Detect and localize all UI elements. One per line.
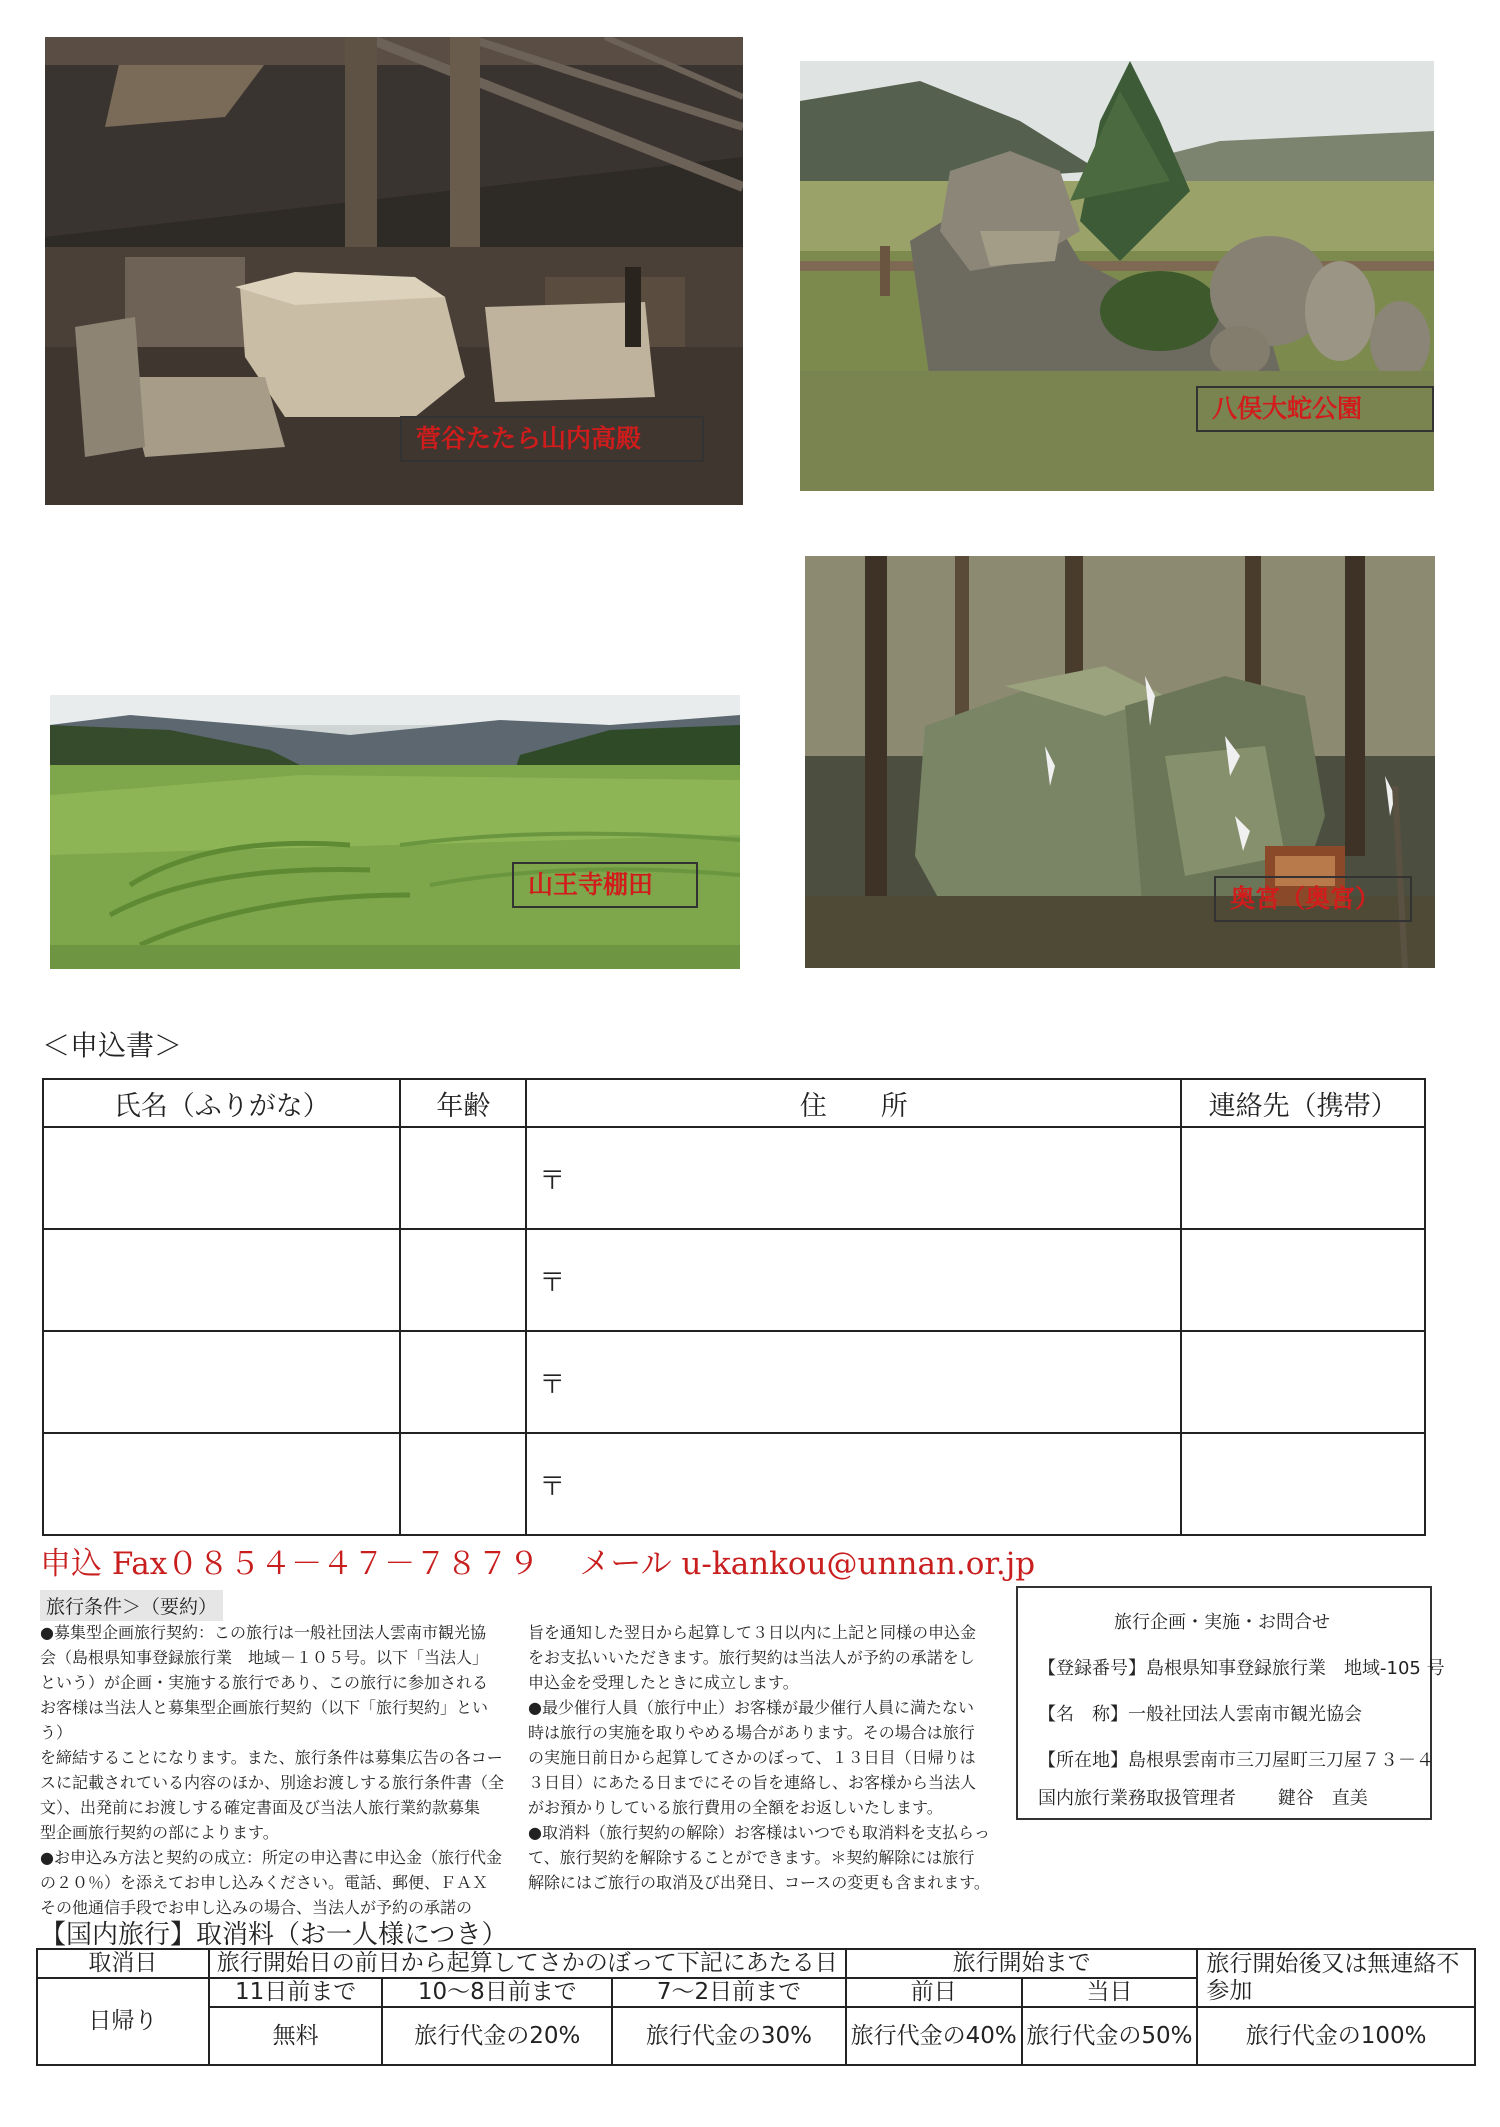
- fees-value-row: [37, 2007, 1475, 2065]
- condition-line: を締結することになります。また、旅行条件は募集広告の各コー: [40, 1748, 503, 1767]
- cancellation-title: 【国内旅行】取消料（お一人様につき）: [40, 1920, 508, 1950]
- postal-mark: 〒: [539, 1369, 566, 1400]
- fax-mail-line: [40, 1538, 1035, 1583]
- address-field[interactable]: [526, 1433, 1181, 1535]
- condition-line: スに記載されている内容のほか、別途お渡しする旅行条件書（全: [40, 1773, 505, 1792]
- condition-line: 文）、出発前にお渡しする確定書面及び当法人旅行業約款募集: [40, 1798, 481, 1817]
- condition-line: ●お申込み方法と契約の成立：所定の申込書に申込金（旅行代金: [40, 1848, 502, 1867]
- name-field[interactable]: [43, 1331, 400, 1433]
- application-row: [43, 1433, 1425, 1535]
- application-row: [43, 1229, 1425, 1331]
- condition-line: の実施日前日から起算してさかのぼって、１３日目（日帰りは: [528, 1748, 976, 1767]
- address-field[interactable]: [526, 1331, 1181, 1433]
- organizer-registration: 【登録番号】島根県知事登録旅行業 地域-105 号: [1038, 1658, 1445, 1679]
- name-field[interactable]: [43, 1229, 400, 1331]
- application-row: [43, 1127, 1425, 1229]
- photo-label-shrine: 奥宮（奥宮）: [1214, 876, 1412, 922]
- fee-40: 旅行代金の40%: [846, 2007, 1022, 2065]
- contact-field[interactable]: [1181, 1331, 1425, 1433]
- fee-free: 無料: [209, 2007, 383, 2065]
- condition-line: という）が企画・実施する旅行であり、この旅行に参加される: [40, 1673, 489, 1692]
- until-start-header: 旅行開始まで: [846, 1949, 1198, 1978]
- condition-line: の２０％）を添えてお申し込みください。電話、郵便、ＦＡＸ: [40, 1873, 489, 1892]
- photo-label-tatara: 菅谷たたら山内高殿: [400, 416, 704, 462]
- header-address: 住 所: [526, 1079, 1181, 1127]
- photo-label-orochi: 八俣大蛇公園: [1196, 386, 1434, 432]
- contact-field[interactable]: [1181, 1433, 1425, 1535]
- postal-mark: 〒: [539, 1165, 566, 1196]
- contact-field[interactable]: [1181, 1127, 1425, 1229]
- fee-50: 旅行代金の50%: [1022, 2007, 1198, 2065]
- condition-line: 会（島根県知事登録旅行業 地域－１０５号。以下「当法人」: [40, 1648, 489, 1667]
- address-field[interactable]: [526, 1229, 1181, 1331]
- period-7-2-days: 7～2日前まで: [612, 1978, 846, 2007]
- name-field[interactable]: [43, 1433, 400, 1535]
- organizer-name: 【名 称】一般社団法人雲南市観光協会: [1038, 1704, 1362, 1725]
- condition-line: がお預かりしている旅行費用の全額をお返しいたします。: [528, 1798, 943, 1817]
- application-table: [42, 1078, 1426, 1536]
- before-counting-header: 旅行開始日の前日から起算してさかのぼって下記にあたる日: [209, 1949, 846, 1978]
- fee-100: 旅行代金の100%: [1197, 2007, 1475, 2065]
- address-field[interactable]: [526, 1127, 1181, 1229]
- fee-20: 旅行代金の20%: [382, 2007, 612, 2065]
- condition-line: 型企画旅行契約の部によります。: [40, 1823, 279, 1842]
- condition-line: 申込金を受理したときに成立します。: [528, 1673, 799, 1692]
- age-field[interactable]: [400, 1433, 526, 1535]
- condition-line: ３日目）にあたる日までにその旨を連絡し、お客様から当法人: [528, 1773, 977, 1792]
- application-title: ＜申込書＞: [42, 1029, 183, 1062]
- application-header-row: [43, 1079, 1425, 1127]
- header-age: 年齢: [400, 1079, 526, 1127]
- age-field[interactable]: [400, 1331, 526, 1433]
- header-contact: 連絡先（携帯）: [1181, 1079, 1425, 1127]
- period-10-8-days: 10～8日前まで: [382, 1978, 612, 2007]
- organizer-manager: 国内旅行業務取扱管理者 鍵谷 直美: [1038, 1788, 1368, 1809]
- fax-number: 申込 Fax０８５４－４７－７８７９: [40, 1546, 540, 1582]
- condition-line: ●取消料（旅行契約の解除）お客様はいつでも取消料を支払らっ: [528, 1823, 990, 1842]
- conditions-col-1: [40, 1620, 510, 1920]
- condition-line: をお支払いいただきます。旅行契約は当法人が予約の承諾をし: [528, 1648, 975, 1667]
- name-field[interactable]: [43, 1127, 400, 1229]
- period-prev-day: 前日: [846, 1978, 1022, 2007]
- postal-mark: 〒: [539, 1471, 566, 1502]
- age-field[interactable]: [400, 1229, 526, 1331]
- conditions-col-2: [528, 1620, 998, 1895]
- organizer-box: [1016, 1586, 1445, 1820]
- condition-line: 旨を通知した翌日から起算して３日以内に上記と同様の申込金: [528, 1623, 977, 1642]
- postal-mark: 〒: [539, 1267, 566, 1298]
- period-11-days: 11日前まで: [209, 1978, 383, 2007]
- cancel-day-header: 取消日: [37, 1949, 209, 1978]
- fee-30: 旅行代金の30%: [612, 2007, 846, 2065]
- age-field[interactable]: [400, 1127, 526, 1229]
- condition-line: て、旅行契約を解除することができます。＊契約解除には旅行: [528, 1848, 975, 1867]
- photo-label-terrace: 山王寺棚田: [512, 862, 698, 908]
- condition-line: 解除にはご旅行の取消及び出発日、コースの変更も含まれます。: [528, 1873, 990, 1892]
- conditions-heading: 旅行条件＞（要約）: [40, 1590, 223, 1621]
- condition-line: 時は旅行の実施を取りやめる場合があります。その場合は旅行: [528, 1723, 975, 1742]
- period-same-day: 当日: [1022, 1978, 1198, 2007]
- cancellation-table: [36, 1948, 1476, 2066]
- application-row: [43, 1331, 1425, 1433]
- rice-terrace-photo: [50, 695, 740, 969]
- fees-header-row: [37, 1949, 1475, 1978]
- condition-line: ●最少催行人員（旅行中止）お客様が最少催行人員に満たない: [528, 1698, 974, 1717]
- after-start-header: 旅行開始後又は無連絡不参加: [1197, 1949, 1475, 2007]
- condition-line: その他通信手段でお申し込みの場合、当法人が予約の承諾の: [40, 1898, 473, 1917]
- organizer-address: 【所在地】島根県雲南市三刀屋町三刀屋７３－４: [1038, 1750, 1434, 1771]
- condition-line: お客様は当法人と募集型企画旅行契約（以下「旅行契約」という）: [40, 1698, 489, 1742]
- contact-field[interactable]: [1181, 1229, 1425, 1331]
- email-address[interactable]: メール u-kankou@unnan.or.jp: [579, 1546, 1036, 1582]
- header-name: 氏名（ふりがな）: [43, 1079, 400, 1127]
- condition-line: ●募集型企画旅行契約：この旅行は一般社団法人雲南市観光協: [40, 1623, 486, 1642]
- day-trip-label: 日帰り: [37, 1978, 209, 2065]
- organizer-title: 旅行企画・実施・お問合せ: [1114, 1612, 1330, 1633]
